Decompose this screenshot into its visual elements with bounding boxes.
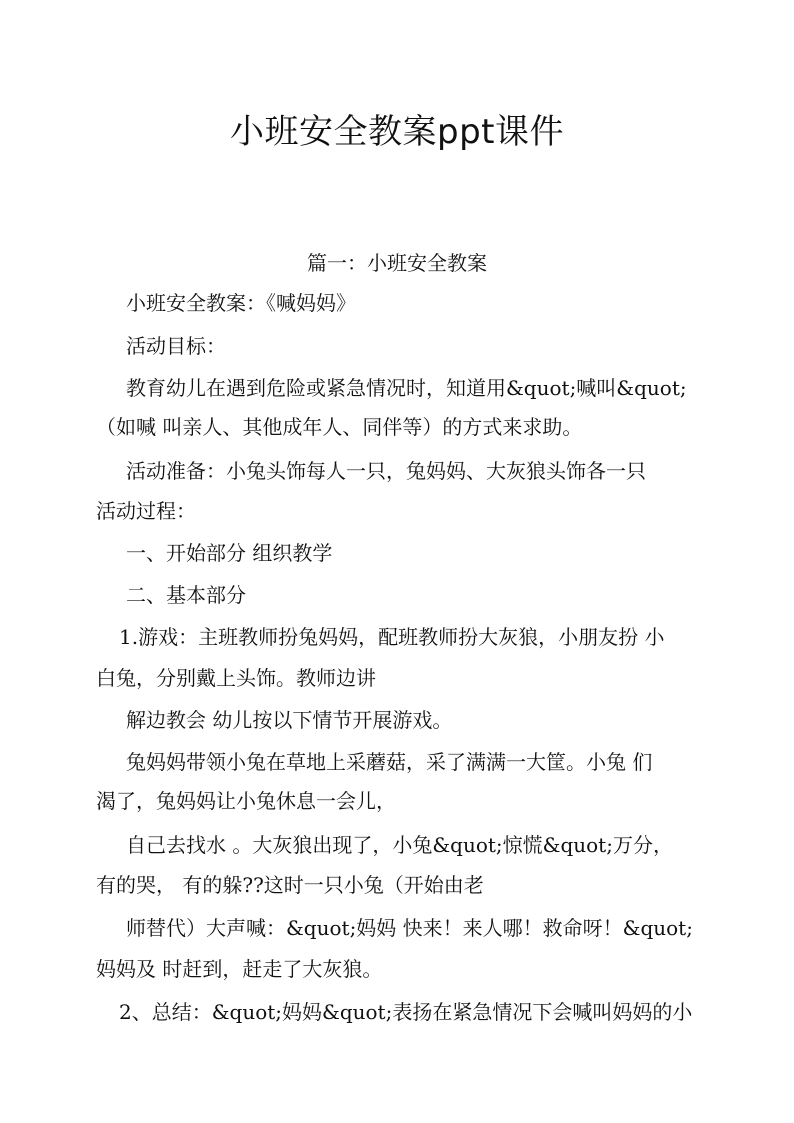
game-line-1: 1.游戏：主班教师扮兔妈妈，配班教师扮大灰狼，小朋友扮 小 [119, 625, 665, 649]
story-line-1: 兔妈妈带领小兔在草地上采蘑菇，采了满满一大筐。小兔 们 [126, 750, 653, 774]
story-line-6: 妈妈及 时赶到，赶走了大灰狼。 [96, 957, 383, 981]
part-two-heading: 二、基本部分 [126, 583, 246, 607]
game-line-3: 解边教会 幼儿按以下情节开展游戏。 [126, 708, 453, 732]
story-line-2: 渴了，兔妈妈让小兔休息一会儿， [96, 789, 396, 813]
goal-heading: 活动目标： [126, 334, 226, 358]
preparation-line: 活动准备：小兔头饰每人一只，兔妈妈、大灰狼头饰各一只 [126, 459, 646, 483]
lesson-title-line: 小班安全教案：《喊妈妈》 [126, 291, 356, 315]
goal-text-line-2: （如喊 叫亲人、其他成年人、同伴等）的方式来求助。 [96, 415, 583, 439]
section-heading: 篇一：小班安全教案 [307, 251, 487, 275]
summary-line: 2、总结：&quot;妈妈&quot;表扬在紧急情况下会喊叫妈妈的小 [119, 1000, 693, 1024]
goal-text-line-1: 教育幼儿在遇到危险或紧急情况时，知道用&quot;喊叫&quot; [126, 376, 687, 400]
game-line-2: 白兔，分别戴上头饰。教师边讲 [96, 666, 376, 690]
process-heading: 活动过程： [96, 499, 196, 523]
story-line-4: 有的哭， 有的躲??这时一只小兔（开始由老 [96, 873, 484, 897]
story-line-3: 自己去找水 。大灰狼出现了，小兔&quot;惊慌&quot;万分， [126, 833, 673, 857]
document-title: 小班安全教案ppt课件 [230, 112, 564, 152]
part-one-heading: 一、开始部分 组织教学 [126, 541, 333, 565]
story-line-5: 师替代）大声喊：&quot;妈妈 快来！来人哪！救命呀！&quot; [126, 916, 693, 940]
